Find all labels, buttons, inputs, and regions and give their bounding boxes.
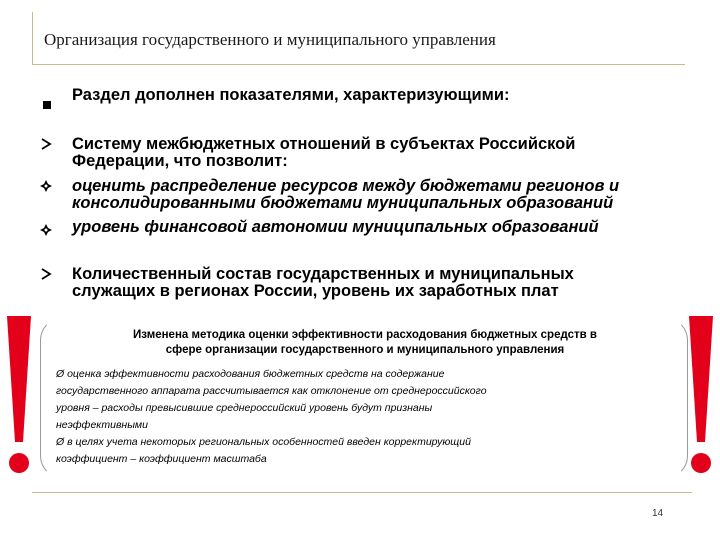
panel-body bbox=[56, 366, 666, 468]
panel-body-line: государственного аппарата рассчитывается как отклонение от среднероссийского bbox=[56, 385, 487, 397]
list-item bbox=[72, 136, 575, 170]
section-heading bbox=[72, 87, 509, 104]
exclamation-right-icon bbox=[686, 314, 716, 474]
panel-body-line: неэффективными bbox=[56, 419, 148, 431]
exclamation-left-icon bbox=[4, 314, 34, 474]
list-item bbox=[72, 219, 599, 236]
panel-heading-line: сфере организации государственного и муниципального управления bbox=[165, 344, 565, 356]
arrow-bullet-icon bbox=[40, 138, 54, 150]
list-item bbox=[72, 178, 619, 212]
panel-heading bbox=[70, 328, 660, 358]
panel-heading-line: Изменена методика оценки эффективности расходования бюджетных средств в bbox=[133, 329, 597, 341]
panel-body-line: уровня – расходы превысившие среднероссийский уровень будут признаны bbox=[56, 402, 433, 414]
list-item-line: Систему межбюджетных отношений в субъектах Российской bbox=[72, 135, 576, 153]
list-item-line: оценить распределение ресурсов между бюджетами регионов и bbox=[72, 177, 620, 195]
diamond-bullet-icon bbox=[40, 224, 54, 236]
arrow-bullet-icon bbox=[40, 268, 54, 280]
panel-body-line: Ø в целях учета некоторых региональных особенностей введен корректирующий bbox=[56, 436, 471, 448]
panel-body-line: Ø оценка эффективности расходования бюджетных средств на содержание bbox=[56, 368, 445, 380]
panel-body-line: коэффициент – коэффициент масштаба bbox=[56, 453, 267, 465]
list-item-line: уровень финансовой автономии муниципальных образований bbox=[72, 218, 599, 236]
list-item-line: Федерации, что позволит: bbox=[72, 152, 288, 170]
list-item-line: консолидированными бюджетами муниципальных образований bbox=[72, 194, 614, 212]
list-item bbox=[72, 266, 574, 300]
page-number: 14 bbox=[652, 508, 664, 519]
footer-divider bbox=[32, 492, 692, 493]
page-title: Организация государственного и муниципального управления bbox=[44, 30, 496, 49]
section-heading-text: Раздел дополнен показателями, характеризующими: bbox=[72, 86, 510, 104]
square-bullet-icon bbox=[40, 96, 54, 114]
diamond-bullet-icon bbox=[40, 180, 54, 192]
list-item-line: Количественный состав государственных и муниципальных bbox=[72, 265, 574, 283]
list-item-line: служащих в регионах России, уровень их заработных плат bbox=[72, 282, 559, 300]
